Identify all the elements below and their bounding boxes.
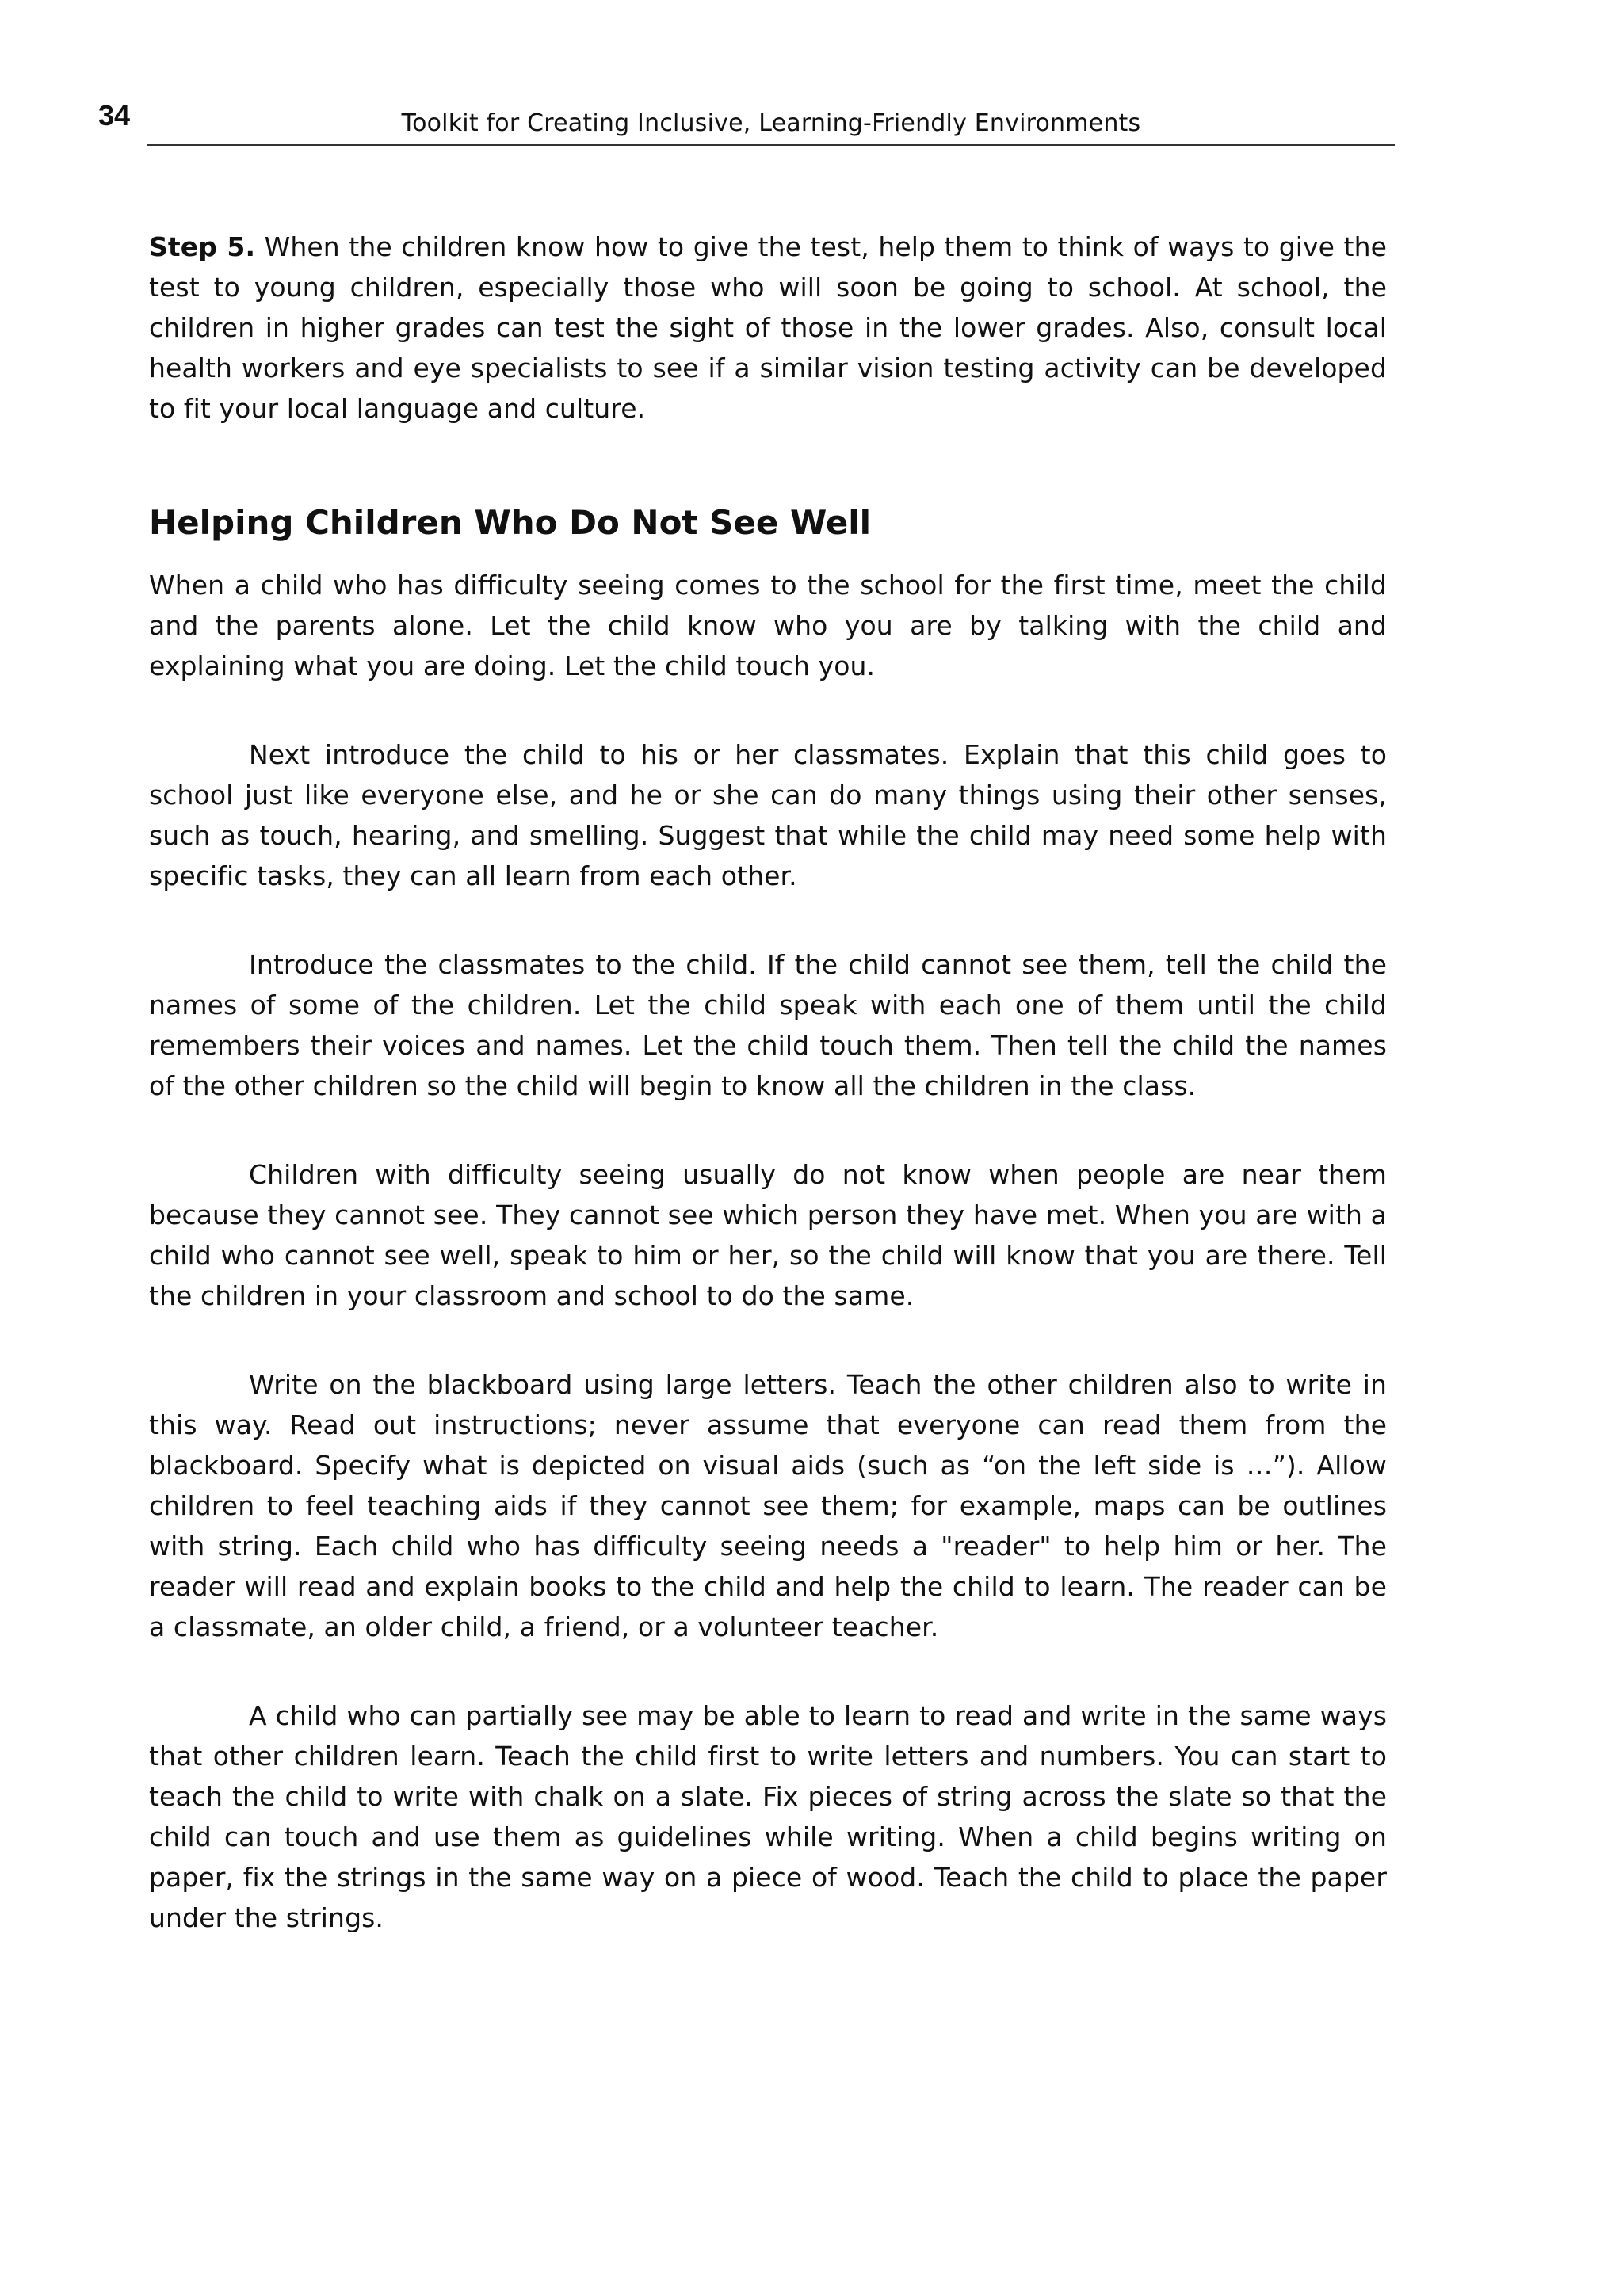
step-5-paragraph bbox=[149, 227, 1387, 429]
step-5-text: When the children know how to give the test, help them to think of ways to give the test to young children, especially those who will soon be going to school. At school, the children in higher grades can test the sight of those in the lower grades. Also, consult local health workers and eye specialists to see if a similar vision testing activity can be developed to fit your local language and culture. bbox=[149, 231, 1387, 424]
paragraph-partial-sight: A child who can partially see may be able to learn to read and write in the same ways that other children learn. Teach the child first to write letters and numbers. You can start to teach the child to write with chalk on a slate. Fix pieces of string across the slate so that the child can touch and use them as guidelines while writing. When a child begins writing on paper, fix the strings in the same way on a piece of wood. Teach the child to place the paper under the strings. bbox=[149, 1700, 1387, 1933]
paragraph-blackboard: Write on the blackboard using large letters. Teach the other children also to write in this way. Read out instructions; never assume that everyone can read them from the blackboard. Specify what is depicted on visual aids (such as “on the left side is …”). Allow children to feel teaching aids if they cannot see them; for example, maps can be outlines with string. Each child who has difficulty seeing needs a "reader" to help him or her. The reader will read and explain books to the child and help the child to learn. The reader can be a classmate, an older child, a friend, or a volunteer teacher. bbox=[149, 1369, 1387, 1642]
page-body bbox=[149, 227, 1387, 1938]
paragraph-difficulty-seeing: Children with difficulty seeing usually do not know when people are near them because they cannot see. They cannot see which person they have met. When you are with a child who cannot see well, speak to him or her, so the child will know that you are there. Tell the children in your classroom and school to do the same. bbox=[149, 1159, 1387, 1311]
paragraph-classmates: Next introduce the child to his or her classmates. Explain that this child goes to school just like everyone else, and he or she can do many things using their other senses, such as touch, hearing, and smelling. Suggest that while the child may need some help with specific tasks, they can all learn from each other. bbox=[149, 739, 1387, 891]
page-number: 34 bbox=[98, 99, 131, 132]
running-header: Toolkit for Creating Inclusive, Learning-Friendly Environments bbox=[401, 109, 1141, 137]
section-heading: Helping Children Who Do Not See Well bbox=[149, 503, 872, 542]
paragraph-introduce-classmates: Introduce the classmates to the child. If the child cannot see them, tell the child the names of some of the children. Let the child speak with each one of them until the child remembers their voices and names. Let the child touch them. Then tell the child the names of the other children so the child will begin to know all the children in the class. bbox=[149, 949, 1387, 1101]
step-label: Step 5. bbox=[149, 231, 256, 262]
header-rule bbox=[147, 144, 1395, 146]
paragraph-intro: When a child who has difficulty seeing comes to the school for the first time, meet the child and the parents alone. Let the child know who you are by talking with the child and explaining what you are doing. Let the child touch you. bbox=[149, 570, 1387, 681]
